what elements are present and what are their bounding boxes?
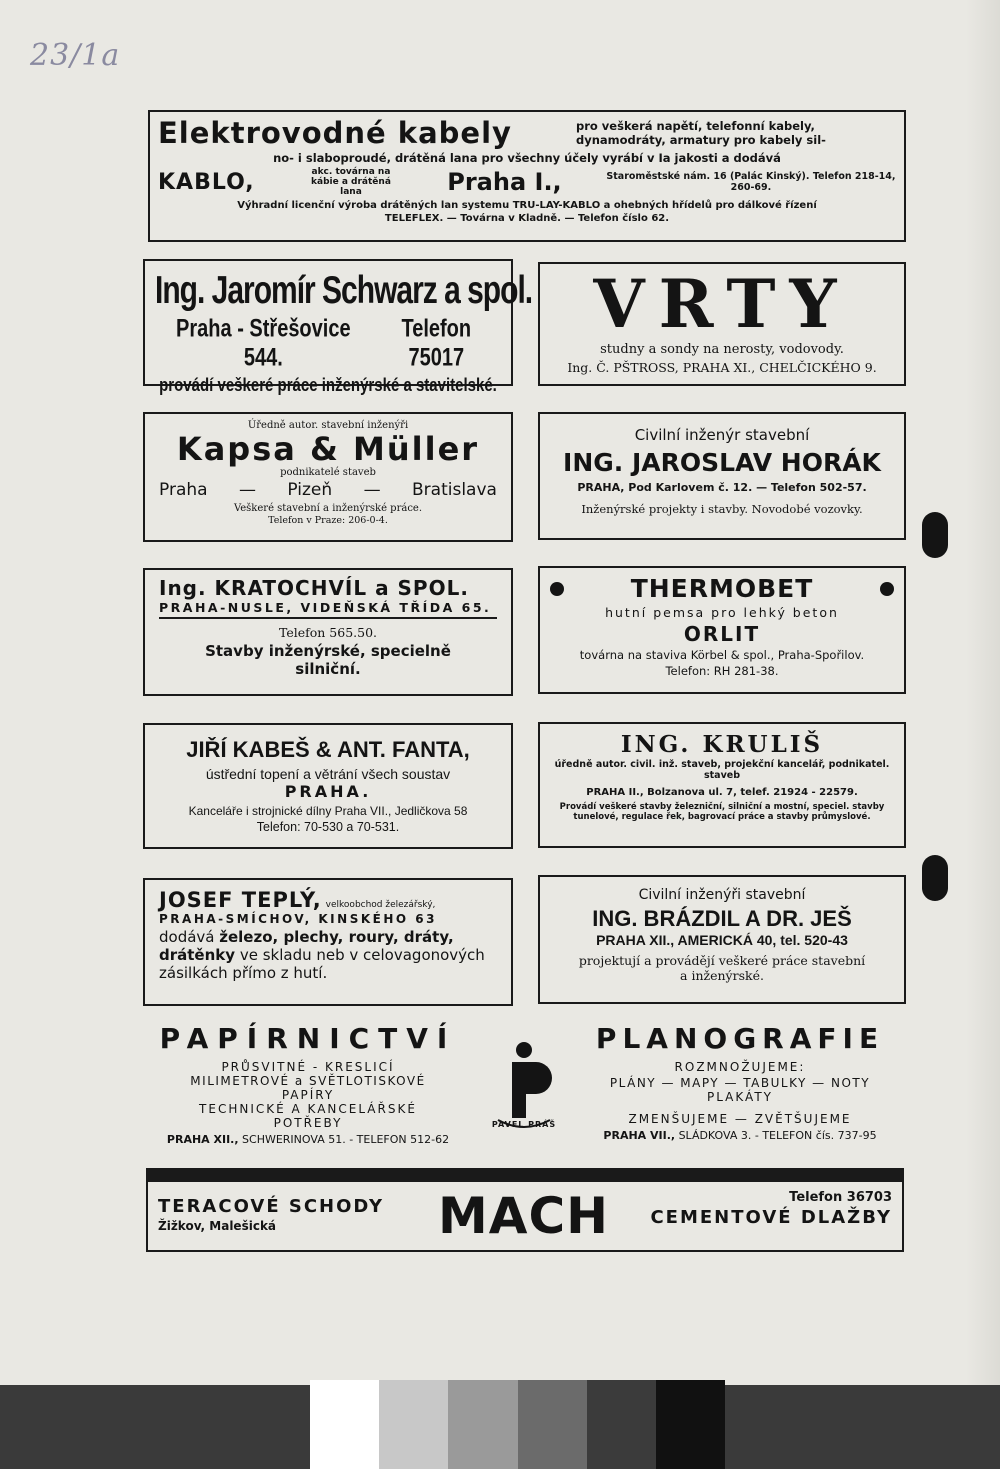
ad-teply	[143, 878, 513, 1006]
kablo-side-text: pro veškerá napětí, telefonní kabely, dynamodráty, armatury pro kabely sil-	[576, 119, 826, 147]
planografie-line1: ROZMNOŽUJEME:	[674, 1060, 806, 1074]
horak-line: Inženýrské projekty i stavby. Novodobé vozovky.	[581, 502, 863, 516]
teply-text-b: železo, plechy, roury, dráty, drátěnky	[159, 928, 454, 964]
swatch-4	[518, 1380, 587, 1469]
kratochvil-name: Ing. KRATOCHVÍL a SPOL.	[159, 576, 469, 600]
planografie-line2: PLÁNY — MAPY — TABULKY — NOTY	[609, 1076, 871, 1090]
planografie-address-bold: PRAHA VII.,	[603, 1129, 676, 1142]
planografie-address: SLÁDKOVA 3. - TELEFON čís. 737-95	[678, 1129, 877, 1142]
kapsa-dash-2: —	[363, 480, 381, 500]
mach-phone: Telefon 36703	[789, 1190, 892, 1205]
ad-kratochvil	[143, 568, 513, 696]
krulis-name: ING. KRULIŠ	[620, 731, 824, 758]
swatch-6	[656, 1380, 725, 1469]
kablo-address: Staroměstské nám. 16 (Palác Kinský). Telefon 218-14, 260-69.	[606, 171, 896, 193]
ad-horak	[538, 412, 906, 540]
kapsa-city-1: Praha	[159, 480, 208, 500]
schwarz-address: Praha - Střešovice 544.	[176, 315, 351, 372]
kratochvil-phone: Telefon 565.50.	[278, 625, 378, 640]
ad-kablo	[148, 110, 906, 242]
kabes-line1: ústřední topení a větrání všech soustav	[205, 766, 451, 782]
brazdil-address: PRAHA XII., AMERICKÁ 40, tel. 520-43	[596, 932, 848, 948]
ad-schwarz	[143, 259, 533, 397]
kabes-name: JIŘÍ KABEŠ & ANT. FANTA,	[186, 737, 470, 762]
teply-text-a: dodává	[159, 928, 215, 946]
swatch-5	[587, 1380, 656, 1469]
handwritten-note: 23/1a	[30, 38, 121, 73]
kablo-city: Praha I.,	[447, 168, 562, 196]
ad-krulis	[538, 722, 906, 848]
kablo-brand: KABLO,	[158, 169, 255, 195]
kablo-headline: Elektrovodné kabely	[158, 116, 512, 150]
ad-kabes-fanta	[143, 723, 513, 849]
kapsa-name: Kapsa & Müller	[176, 430, 480, 468]
kapsa-line1: Veškeré stavební a inženýrské práce.	[233, 503, 423, 514]
kablo-line5: TELEFLEX. — Továrna v Kladně. — Telefon číslo 62.	[384, 213, 670, 224]
thermobet-name2: ORLIT	[683, 622, 761, 646]
papirnictvi-line5: POTŘEBY	[273, 1116, 343, 1130]
brazdil-line1: projektují a provádějí veškeré práce stavební	[578, 953, 866, 968]
kratochvil-line1: Stavby inženýrské, specielně	[205, 642, 451, 660]
papirnictvi-address: SCHWERINOVA 51. - TELEFON 512-62	[242, 1133, 450, 1146]
teply-name: JOSEF TEPLÝ,	[159, 888, 322, 912]
papirnictvi-headline: PAPÍRNICTVÍ	[159, 1022, 457, 1055]
papirnictvi-line1: PRŮSVITNÉ - KRESLICÍ	[221, 1060, 395, 1074]
papirnictvi-line4: TECHNICKÉ A KANCELÁŘSKÉ	[199, 1102, 417, 1116]
page-edge	[966, 0, 1000, 1385]
vrty-line2: Ing. Č. PŠTROSS, PRAHA XI., CHELČICKÉHO 9.	[567, 360, 877, 375]
kablo-line2: no- i slaboproudé, drátěná lana pro všechny účely vyrábí v Ia jakosti a dodává	[273, 151, 781, 165]
kapsa-line2: Telefon v Praze: 206-0-4.	[268, 515, 388, 526]
planografie-line3: PLAKÁTY	[706, 1090, 773, 1104]
kabes-line2: Kanceláře i strojnické dílny Praha VII., Jedličkova 58	[188, 804, 468, 818]
logo-text: PAVEL PRÁŠ	[491, 1120, 557, 1129]
vrty-headline: VRTY	[593, 265, 851, 343]
papirnictvi-address-bold: PRAHA XII.,	[166, 1133, 239, 1146]
kabes-city: PRAHA.	[284, 782, 372, 801]
ad-kapsa-muller	[143, 412, 513, 542]
ad-planografie	[572, 1022, 908, 1142]
kratochvil-address: PRAHA-NUSLE, VIDEŇSKÁ TŘÍDA 65.	[159, 600, 497, 619]
bullet-icon	[550, 582, 564, 596]
color-calibration-strip	[310, 1380, 725, 1469]
schwarz-text: provádí veškeré práce inženýrské a stavitelské.	[159, 374, 497, 397]
krulis-line1: úředně autor. civil. inž. staveb, projekční kancelář, podnikatel. staveb	[554, 759, 890, 781]
kapsa-city-3: Bratislava	[412, 480, 497, 500]
kablo-brand-sub: akc. továrna na kábie a drátěná lana	[311, 167, 391, 197]
ad-mach	[146, 1168, 904, 1252]
mach-right: CEMENTOVÉ DLAŽBY	[650, 1207, 892, 1228]
brazdil-top: Civilní inženýři stavební	[638, 887, 806, 903]
kapsa-city-2: Pizeň	[287, 480, 333, 500]
mach-name: MACH	[438, 1187, 609, 1245]
kratochvil-line2: silniční.	[295, 660, 361, 678]
kapsa-dash-1: —	[238, 480, 256, 500]
brazdil-name: ING. BRÁZDIL A DR. JEŠ	[592, 906, 852, 931]
ad-thermobet	[538, 566, 906, 694]
kablo-line4: Výhradní licenční výroba drátěných lan systemu TRU-LAY-KABLO a ohebných hřídelů pro dálkové řízení	[237, 200, 817, 211]
thermobet-line1: hutní pemsa pro lehký beton	[605, 605, 839, 620]
krulis-address: PRAHA II., Bolzanova ul. 7, telef. 21924 - 22579.	[586, 787, 858, 798]
logo-prasil	[486, 1038, 562, 1148]
ad-papirnictvi	[140, 1022, 476, 1146]
planografie-line4: ZMENŠUJEME — ZVĚTŠUJEME	[628, 1112, 852, 1126]
brazdil-line2: a inženýrské.	[680, 968, 764, 983]
mach-left2: Žižkov, Malešická	[158, 1219, 277, 1233]
ad-vrty	[538, 262, 906, 386]
teply-name-sub: velkoobchod železářský,	[325, 900, 436, 910]
papirnictvi-line3: PAPÍRY	[281, 1088, 335, 1102]
letter-p-logo-icon	[486, 1038, 562, 1148]
swatch-2	[379, 1380, 448, 1469]
thermobet-name: THERMOBET	[630, 574, 814, 603]
horak-name: ING. JAROSLAV HORÁK	[563, 448, 881, 477]
schwarz-name: Ing. Jaromír Schwarz a spol.	[155, 269, 533, 312]
swatch-3	[448, 1380, 517, 1469]
mach-left1: TERACOVÉ SCHODY	[158, 1196, 385, 1217]
vrty-line1: studny a sondy na nerosty, vodovody.	[600, 342, 844, 357]
horak-top: Civilní inženýr stavební	[634, 426, 810, 444]
ad-brazdil	[538, 875, 906, 1004]
teply-text-c: ve skladu neb v celovagonových zásilkách přímo z hutí.	[159, 946, 485, 982]
planografie-headline: PLANOGRAFIE	[595, 1022, 885, 1055]
papirnictvi-line2: MILIMETROVÉ a SVĚTLOTISKOVÉ	[190, 1074, 426, 1088]
thermobet-phone: Telefon: RH 281-38.	[665, 664, 779, 678]
kabes-phone: Telefon: 70-530 a 70-531.	[256, 820, 400, 834]
schwarz-phone: Telefon 75017	[401, 315, 472, 372]
punch-hole-bottom	[922, 855, 948, 901]
thermobet-line2: továrna na staviva Körbel & spol., Praha-Spořilov.	[579, 648, 865, 662]
bullet-icon	[880, 582, 894, 596]
krulis-line2: Provádí veškeré stavby železniční, silniční a mostní, speciel. stavby tunelové, regulace řek, bagrovací práce a stavby průmyslové.	[559, 802, 885, 822]
teply-address: PRAHA-SMÍCHOV, KINSKÉHO 63	[159, 912, 437, 926]
punch-hole-top	[922, 512, 948, 558]
swatch-1	[310, 1380, 379, 1469]
horak-address: PRAHA, Pod Karlovem č. 12. — Telefon 502-57.	[577, 481, 867, 494]
kapsa-top: Úředně autor. stavební inženýři	[247, 420, 409, 431]
kapsa-sub: podnikatelé staveb	[280, 467, 376, 478]
